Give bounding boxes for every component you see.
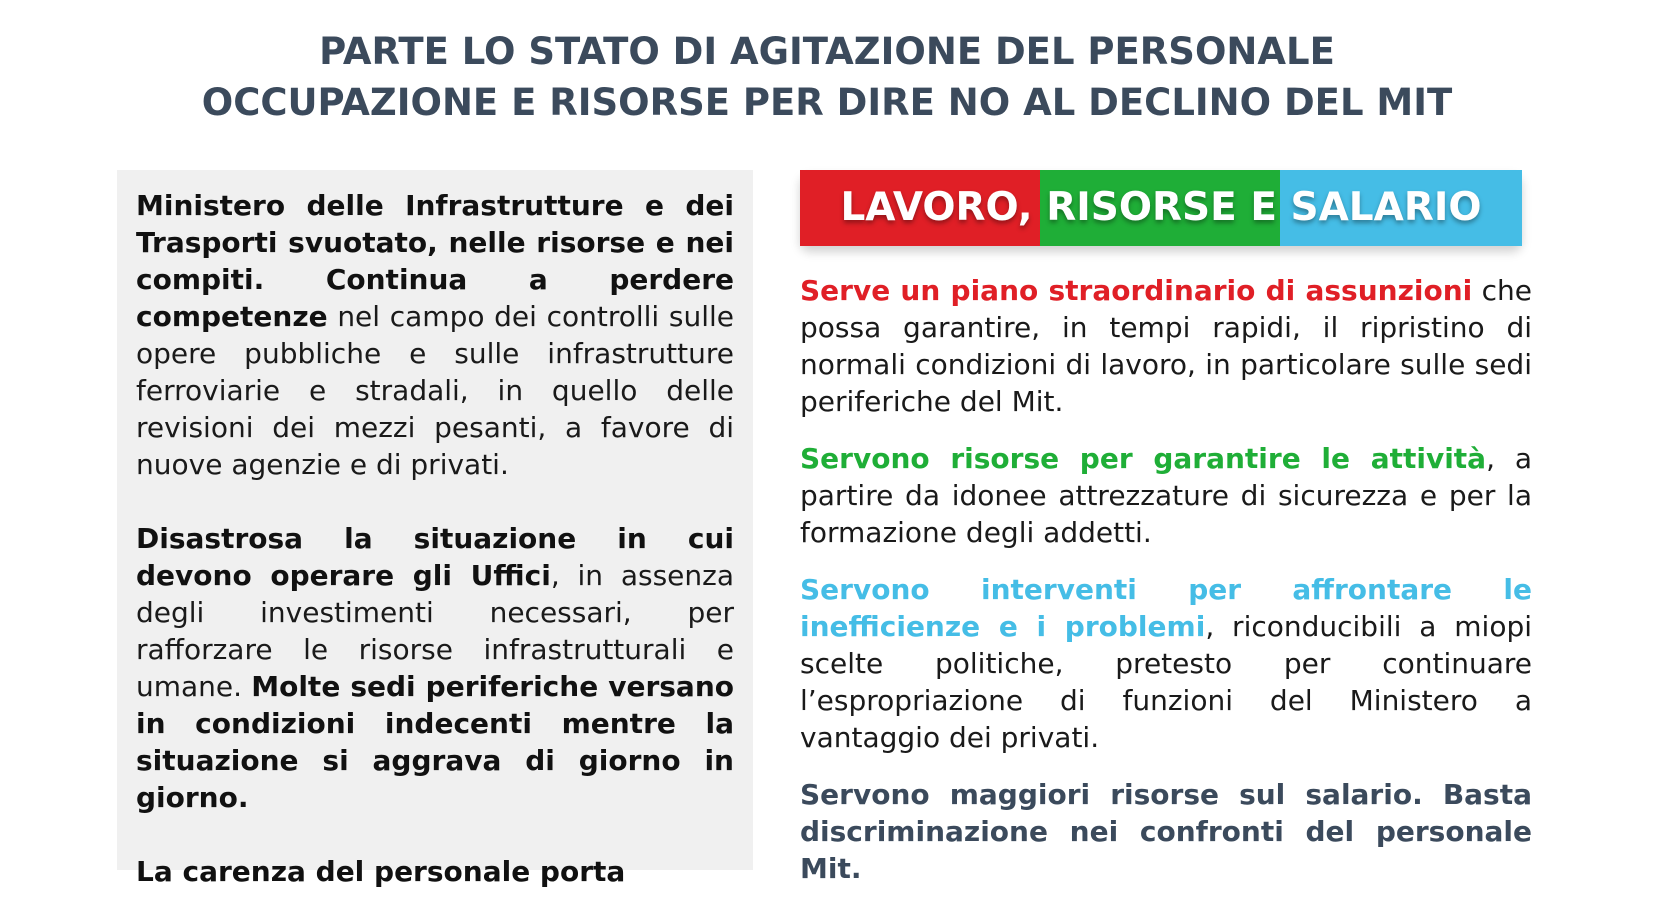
left-p2-bold-2: Molte sedi periferiche versano in condizioni indecenti mentre la situazione si aggrava di giorno in giorno. (136, 670, 734, 814)
right-paragraph-1 (800, 272, 1532, 420)
left-text-panel (117, 170, 753, 888)
left-paragraph-1 (136, 187, 734, 483)
headline-line-1: PARTE LO STATO DI AGITAZIONE DEL PERSONALE (319, 30, 1335, 73)
left-p2-text: , in assenza degli investimenti necessari, per rafforzare le risorse infrastrutturali e umane. (136, 559, 735, 703)
left-p1-text: nel campo dei controlli sulle opere pubbliche e sulle infrastrutture ferroviarie e stradali, in quello delle revisioni dei mezzi pesanti, a favore di nuove agenzie e di privati. (136, 300, 734, 481)
right-p2-lead: Servono risorse per garantire le attività (800, 442, 1487, 475)
right-paragraph-4 (800, 776, 1532, 887)
left-p3-bold: La carenza del personale porta (136, 855, 626, 888)
page-headline (0, 26, 1654, 128)
right-paragraph-2 (800, 440, 1532, 551)
left-paragraph-3 (136, 853, 734, 890)
right-p1-lead: Serve un piano straordinario di assunzioni (800, 274, 1473, 307)
right-p1-text: che possa garantire, in tempi rapidi, il ripristino di normali condizioni di lavoro, in particolare sulle sedi periferiche del Mit. (800, 274, 1532, 418)
headline-line-2: OCCUPAZIONE E RISORSE PER DIRE NO AL DECLINO DEL MIT (201, 81, 1453, 124)
banner-title: LAVORO, RISORSE E SALARIO (840, 185, 1482, 230)
left-p2-bold: Disastrosa la situazione in cui devono operare gli Uffici (136, 522, 734, 592)
left-paragraph-2 (136, 520, 734, 816)
right-p4-lead: Servono maggiori risorse sul salario. Basta discriminazione nei confronti del personale Mit. (800, 778, 1532, 885)
right-p3-text: , riconducibili a miopi scelte politiche, pretesto per continuare l’espropriazione di funzioni del Ministero a vantaggio dei privati. (800, 610, 1532, 754)
right-text-column (800, 272, 1532, 907)
right-paragraph-3 (800, 571, 1532, 756)
left-p1-bold: Ministero delle Infrastrutture e dei Trasporti svuotato, nelle risorse e nei compiti. Continua a perdere competenze (136, 189, 734, 333)
right-p2-text: , a partire da idonee attrezzature di sicurezza e per la formazione degli addetti. (800, 442, 1532, 549)
right-p3-lead: Servono interventi per affrontare le inefficienze e i problemi (800, 573, 1532, 643)
